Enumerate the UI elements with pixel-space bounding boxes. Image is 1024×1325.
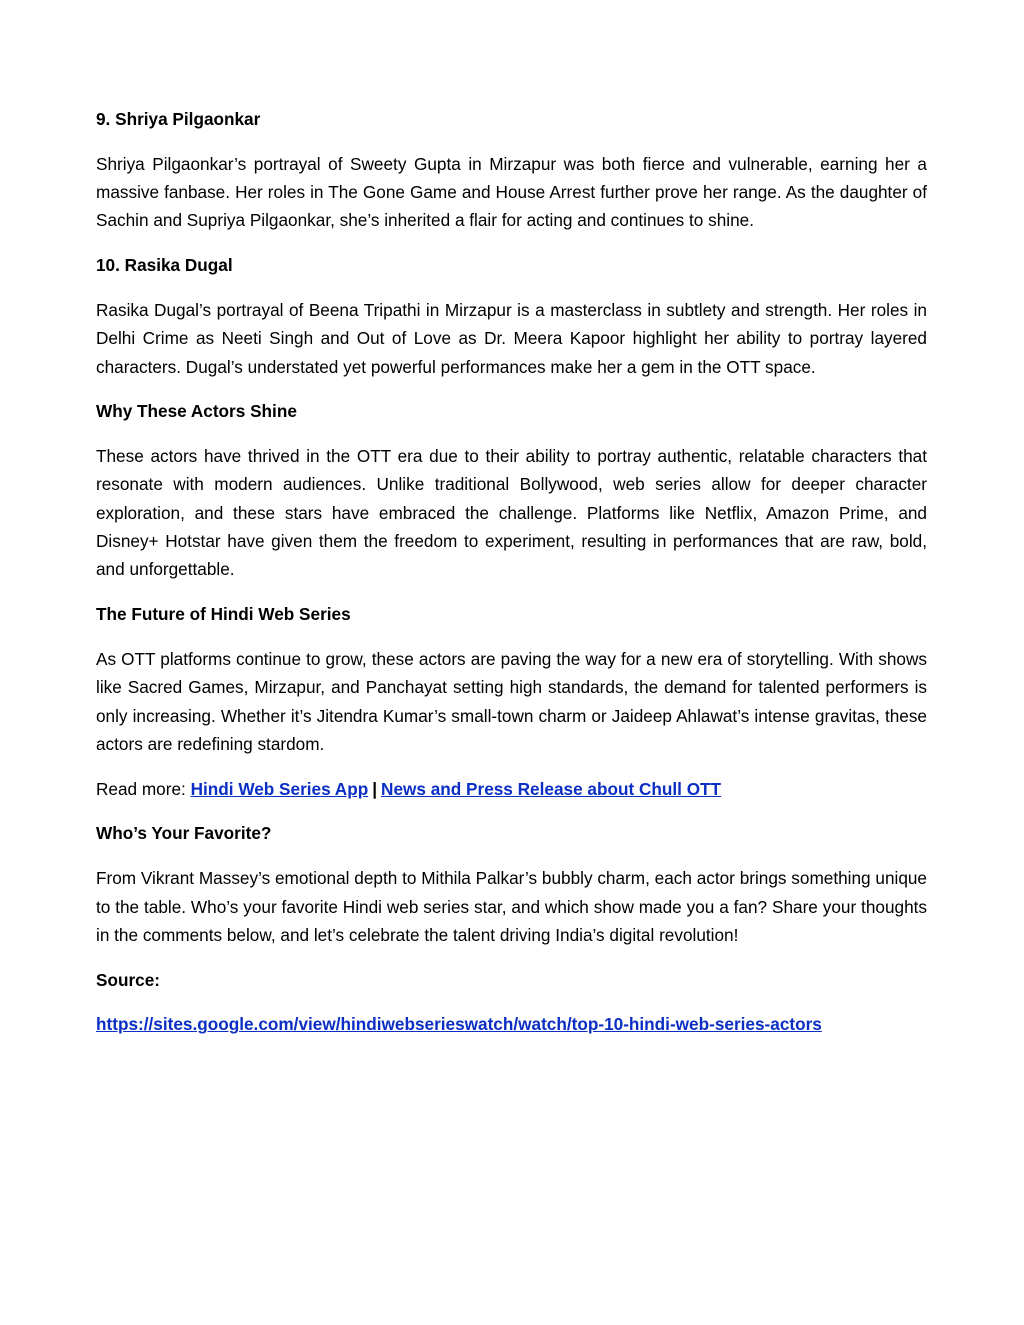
read-more-line xyxy=(96,775,927,803)
section-heading-future-web-series: The Future of Hindi Web Series xyxy=(96,604,351,625)
chull-ott-press-release-link[interactable]: News and Press Release about Chull OTT xyxy=(381,778,722,799)
section-body-shriya-pilgaonkar: Shriya Pilgaonkar’s portrayal of Sweety Gupta in Mirzapur was both fierce and vulnerable, earning her a massive fanbase. Her roles in The Gone Game and House Arrest further prove her range. As the daughter of Sachin and Supriya Pilgaonkar, she’s inherited a flair for acting and continues to shine. xyxy=(96,153,927,231)
favorite-heading: Who’s Your Favorite? xyxy=(96,823,272,844)
document-page xyxy=(96,105,927,1055)
read-more-separator: | xyxy=(372,778,378,799)
source-url-link[interactable]: https://sites.google.com/view/hindiwebserieswatch/watch/top-10-hindi-web-series-actors xyxy=(96,1014,822,1035)
section-heading-why-actors-shine: Why These Actors Shine xyxy=(96,401,297,422)
source-label: Source: xyxy=(96,969,160,990)
section-body-rasika-dugal: Rasika Dugal’s portrayal of Beena Tripathi in Mirzapur is a masterclass in subtlety and strength. Her roles in Delhi Crime as Neeti Singh and Out of Love as Dr. Meera Kapoor highlight her ability to portray layered characters. Dugal’s understated yet powerful performances make her a gem in the OTT space. xyxy=(96,299,927,377)
section-body-why-actors-shine: These actors have thrived in the OTT era due to their ability to portray authentic, relatable characters that resonate with modern audiences. Unlike traditional Bollywood, web series allow for deeper character exploration, and these stars have embraced the challenge. Platforms like Netflix, Amazon Prime, and Disney+ Hotstar have given them the freedom to experiment, resulting in performances that are raw, bold, and unforgettable. xyxy=(96,446,927,580)
section-body-future-web-series: As OTT platforms continue to grow, these actors are paving the way for a new era of storytelling. With shows like Sacred Games, Mirzapur, and Panchayat setting high standards, the demand for talented performers is only increasing. Whether it’s Jitendra Kumar’s small-town charm or Jaideep Ahlawat’s intense gravitas, these actors are redefining stardom. xyxy=(96,648,927,754)
section-heading-rasika-dugal: 10. Rasika Dugal xyxy=(96,255,233,276)
source-line xyxy=(96,1010,927,1038)
hindi-web-series-app-link[interactable]: Hindi Web Series App xyxy=(190,778,369,799)
favorite-body: From Vikrant Massey’s emotional depth to Mithila Palkar’s bubbly charm, each actor brings something unique to the table. Who’s your favorite Hindi web series star, and which show made you a fan? Share your thoughts in the comments below, and let’s celebrate the talent driving India’s digital revolution! xyxy=(96,868,927,945)
section-heading-shriya-pilgaonkar: 9. Shriya Pilgaonkar xyxy=(96,109,261,129)
read-more-label: Read more: xyxy=(96,778,191,799)
